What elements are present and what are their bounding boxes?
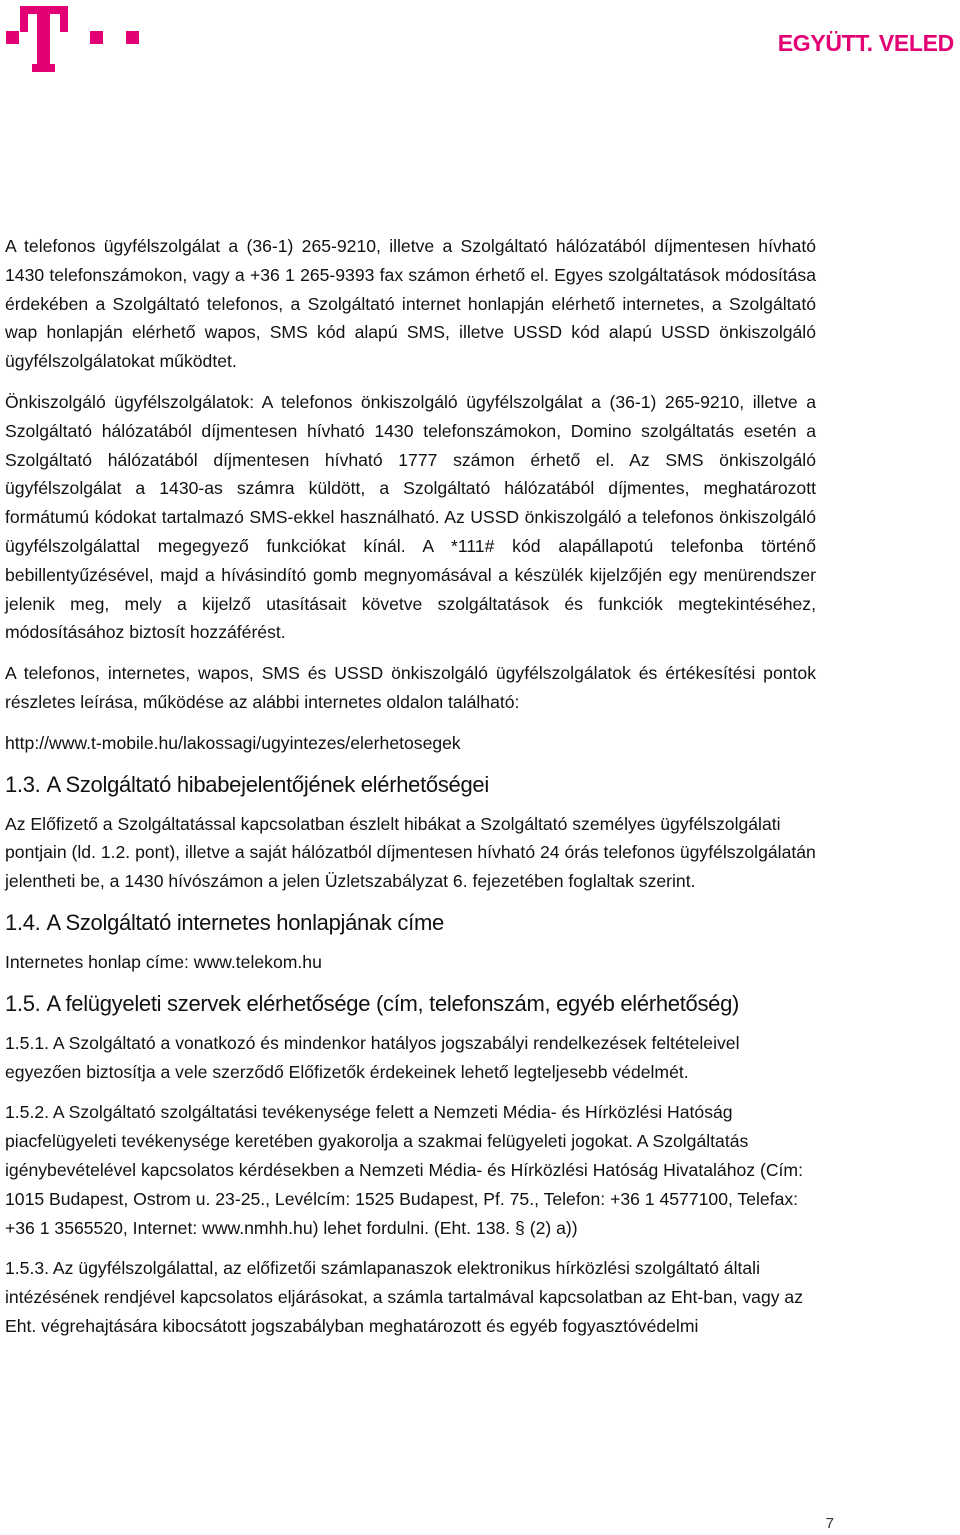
document-body: [5, 232, 816, 1353]
paragraph-customer-service: A telefonos ügyfélszolgálat a (36-1) 265-9210, illetve a Szolgáltató hálózatából díjmentesen hívható 1430 telefonszámokon, vagy a +36 1 265-9393 fax számon érhető el. Egyes szolgáltatások módosítása érdekében a Szolgáltató telefonos, a Szolgáltató internet honlapján elérhető internetes, a Szolgáltató wap honlapján elérhető wapos, SMS kód alapú SMS, illetve USSD kód alapú USSD önkiszolgáló ügyfélszolgálatokat működtet.: [5, 236, 816, 372]
section-title: A Szolgáltató hibabejelentőjének elérhetőségei: [46, 771, 489, 797]
section-heading-1-3: [5, 770, 816, 800]
paragraph-website: Internetes honlap címe: www.telekom.hu: [5, 951, 322, 972]
telekom-t-logo-icon: [6, 6, 146, 74]
paragraph-self-service-details: A telefonos, internetes, wapos, SMS és USSD önkiszolgáló ügyfélszolgálatok és értékesítési pontok részletes leírása, működése az alábbi internetes oldalon található:: [5, 663, 816, 712]
section-number: 1.4.: [5, 909, 41, 935]
section-number: 1.5.: [5, 990, 41, 1016]
telekom-logo: [6, 6, 146, 74]
section-heading-1-5: [5, 989, 816, 1019]
link-self-service-url[interactable]: http://www.t-mobile.hu/lakossagi/ugyintezes/elerhetosegek: [5, 732, 461, 753]
section-number: 1.3.: [5, 771, 41, 797]
section-title: A Szolgáltató internetes honlapjának címe: [46, 909, 444, 935]
section-title: A felügyeleti szervek elérhetősége (cím, telefonszám, egyéb elérhetőség): [46, 990, 740, 1016]
paragraph-1-5-1: 1.5.1. A Szolgáltató a vonatkozó és mindenkor hatályos jogszabályi rendelkezések feltételeivel egyezően biztosítja a vele szerződő Előfizetők érdekeinek lehető legteljesebb védelmét.: [5, 1032, 740, 1082]
slogan: EGYÜTT. VELED: [777, 30, 954, 56]
paragraph-1-5-2: 1.5.2. A Szolgáltató szolgáltatási tevékenysége felett a Nemzeti Média- és Hírközlési Hatóság piacfelügyeleti tevékenysége keretében gyakorolja a szakmai felügyeleti jogokat. A Szolgáltatás igénybevételével kapcsolatos kérdésekben a Nemzeti Média- és Hírközlési Hatóság Hivatalához (Cím: 1015 Budapest, Ostrom u. 23-25., Levélcím: 1525 Budapest, Pf. 75., Telefon: +36 1 4577100, Telefax: +36 1 3565520, Internet: www.nmhh.hu) lehet fordulni. (Eht. 138. § (2) a)): [5, 1102, 803, 1238]
paragraph-1-5-3: 1.5.3. Az ügyfélszolgálattal, az előfizetői számlapanaszok elektronikus hírközlési szolgáltató általi intézésének rendjével kapcsolatos eljárásokat, a számla tartalmával kapcsolatban az Eht-ban, vagy az Eht. végrehajtására kibocsátott jogszabályban meghatározott és egyéb fogyasztóvédelmi: [5, 1258, 804, 1336]
page-number: 7: [825, 1515, 834, 1532]
section-heading-1-4: [5, 908, 816, 938]
paragraph-self-service: Önkiszolgáló ügyfélszolgálatok: A telefonos önkiszolgáló ügyfélszolgálat a (36-1) 265-9210, illetve a Szolgáltató hálózatából díjmentesen hívható 1430 telefonszámokon, Domino szolgáltatás esetén a Szolgáltató hálózatából díjmentesen hívható 1777 számon érhető el. Az SMS önkiszolgáló ügyfélszolgálat a 1430-as számra küldött, a Szolgáltató hálózatából díjmentes, meghatározott formátumú kódokat tartalmazó SMS-ekkel használható. Az USSD önkiszolgáló a telefonos önkiszolgáló ügyfélszolgálattal megegyező funkciókat kínál. A *111# kód alapállapotú telefonba történő bebillentyűzésével, majd a hívásindító gomb megnyomásával a készülék kijelzőjén egy menürendszer jelenik meg, mely a kijelző utasításait követve szolgáltatások és funkciók megtekintéséhez, módosításához biztosít hozzáférést.: [5, 391, 816, 643]
paragraph-fault-reporting: Az Előfizető a Szolgáltatással kapcsolatban észlelt hibákat a Szolgáltató személyes ügyfélszolgálati pontjain (ld. 1.2. pont), illetve a saját hálózatból díjmentesen hívható 24 órás telefonos ügyfélszolgálatán jelentheti be, a 1430 hívószámon a jelen Üzletszabályzat 6. fejezetében foglaltak szerint.: [5, 813, 816, 892]
